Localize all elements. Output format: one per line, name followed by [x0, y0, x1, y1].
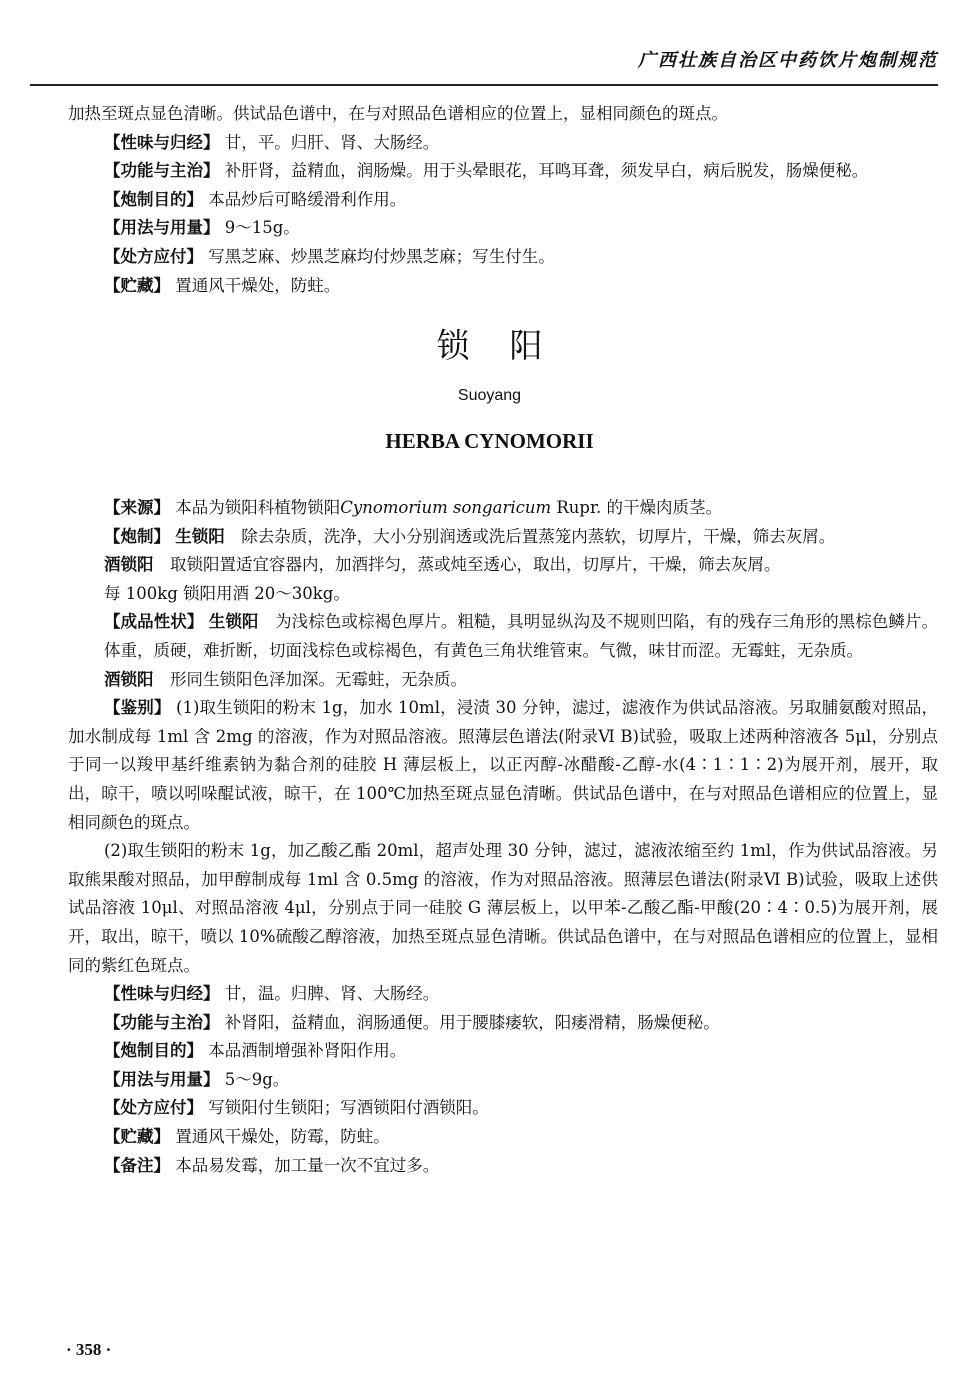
section-text: 补肾阳，益精血，润肠通便。用于腰膝痿软，阳痿滑精，肠燥便秘。 — [224, 1012, 720, 1032]
section-prescription — [68, 1094, 938, 1123]
section-storage — [68, 1123, 938, 1152]
continuation-text: 加热至斑点显色清晰。供试品色谱中，在与对照品色谱相应的位置上，显相同颜色的斑点。 — [68, 104, 728, 123]
section-identification-2 — [68, 837, 938, 980]
identification-text-2: (2)取生锁阳的粉末 1g，加乙酸乙酯 20ml，超声处理 30 分钟，滤过，滤液浓缩至约 1ml，作为供试品溶液。另取熊果酸对照品，加甲醇制成每 1ml 含 0.5mg 的溶液，作为对照品溶液。照薄层色谱法(附录Ⅵ B)试验，吸取上述供试品溶液 10μl、对照品溶液 4μl，分别点于同一硅胶 G 薄层板上，以甲苯-乙酸乙酯-甲酸(20∶4∶0.5)为展开剂，展开，取出，晾干，喷以 10%硫酸乙醇溶液，加热至斑点显色清晰。供试品色谱中，在与对照品色谱相应的位置上，显相同的紫红色斑点。 — [68, 841, 938, 975]
raw-name: 生锁阳 — [175, 526, 225, 546]
raw-text: 除去杂质，洗净，大小分别润透或洗后置蒸笼内蒸软，切厚片，干燥，筛去灰屑。 — [241, 526, 836, 546]
entry-title-pinyin: Suoyang — [457, 387, 522, 404]
section-text: 本品酒制增强补肾阳作用。 — [208, 1041, 407, 1061]
section-text: 甘，温。归脾、肾、大肠经。 — [224, 984, 440, 1004]
wine-text: 形同生锁阳色泽加深。无霉蛀，无杂质。 — [170, 669, 467, 689]
section-label: 【来源】 — [104, 498, 170, 517]
section-processing-wine — [68, 551, 938, 580]
section-remarks — [68, 1152, 938, 1181]
section-label: 【炮制目的】 — [104, 1041, 203, 1061]
section-identification-1 — [68, 694, 938, 837]
section-label: 【备注】 — [104, 1155, 170, 1175]
prev-section-taste — [68, 129, 938, 158]
section-label: 【处方应付】 — [104, 1098, 203, 1118]
section-purpose — [68, 1037, 938, 1066]
section-text: 置通风干燥处，防蛀。 — [175, 275, 341, 295]
section-label: 【炮制目的】 — [104, 189, 203, 209]
source-pre: 本品为锁阳科植物锁阳 — [175, 498, 341, 517]
section-text: 补肝肾，益精血，润肠燥。用于头晕眼花，耳鸣耳聋，须发早白，病后脱发，肠燥便秘。 — [224, 161, 869, 181]
entry-title-latin: HERBA CYNOMORII — [385, 429, 594, 453]
section-text: 本品炒后可略缓滑利作用。 — [208, 189, 407, 209]
section-label: 【性味与归经】 — [104, 132, 220, 152]
section-source — [68, 494, 938, 523]
prev-section-prescription — [68, 243, 938, 272]
section-label: 【用法与用量】 — [104, 1069, 220, 1089]
section-label: 【贮藏】 — [104, 275, 170, 295]
section-taste — [68, 980, 938, 1009]
section-properties-raw — [68, 608, 938, 665]
section-text: 9～15g。 — [224, 218, 300, 238]
wine-name: 酒锁阳 — [104, 669, 154, 689]
section-label: 【贮藏】 — [104, 1127, 170, 1147]
previous-entry — [68, 100, 938, 300]
wine-text: 取锁阳置适宜容器内，加酒拌匀，蒸或炖至透心，取出，切厚片，干燥，筛去灰屑。 — [170, 555, 781, 575]
prev-section-purpose — [68, 186, 938, 215]
section-function — [68, 1009, 938, 1038]
section-text: 甘，平。归肝、肾、大肠经。 — [224, 132, 440, 152]
entry-body — [68, 494, 938, 1180]
section-text: 写锁阳付生锁阳；写酒锁阳付酒锁阳。 — [208, 1098, 489, 1118]
page-number: · 358 · — [66, 1340, 112, 1359]
section-label: 【功能与主治】 — [104, 161, 220, 181]
section-label: 【用法与用量】 — [104, 218, 220, 238]
prev-section-dosage — [68, 214, 938, 243]
wine-name: 酒锁阳 — [104, 555, 154, 575]
species-name: Cynomorium songaricum — [340, 498, 552, 517]
section-label: 【功能与主治】 — [104, 1012, 220, 1032]
section-text: 写黑芝麻、炒黑芝麻均付炒黑芝麻；写生付生。 — [208, 246, 555, 266]
source-post: Rupr. 的干燥肉质茎。 — [556, 498, 723, 517]
prev-section-function — [68, 157, 938, 186]
identification-text-1: (1)取生锁阳的粉末 1g，加水 10ml，浸渍 30 分钟，滤过，滤液作为供试品溶液。另取脯氨酸对照品，加水制成每 1ml 含 2mg 的溶液，作为对照品溶液。照薄层色谱法(附录Ⅵ B)试验，吸取上述两种溶液各 5μl，分别点于同一以羧甲基纤维素钠为黏合剂的硅胶 H 薄层板上，以正丙醇-冰醋酸-乙醇-水(4∶1∶1∶2)为展开剂，展开，取出，晾干，喷以吲哚醌试液，晾干，在 100℃加热至斑点显色清晰。供试品色谱中，在与对照品色谱相应的位置上，显相同颜色的斑点。 — [68, 698, 939, 832]
header-rule — [30, 84, 938, 86]
section-label: 【成品性状】 — [104, 612, 204, 632]
running-header: 广西壮族自治区中药饮片炮制规范 — [638, 50, 938, 71]
section-properties-wine — [68, 666, 938, 695]
entry-title-chinese: 锁阳 — [436, 326, 583, 365]
processing-ratio: 每 100kg 锁阳用酒 20～30kg。 — [104, 583, 350, 603]
section-label: 【性味与归经】 — [104, 984, 220, 1004]
raw-name: 生锁阳 — [208, 612, 259, 632]
section-processing-raw — [68, 523, 938, 552]
section-dosage — [68, 1066, 938, 1095]
section-label: 【处方应付】 — [104, 246, 203, 266]
section-text: 置通风干燥处，防霉，防蛀。 — [175, 1127, 390, 1147]
section-label: 【炮制】 — [104, 526, 170, 546]
prev-section-storage — [68, 272, 938, 301]
section-text: 本品易发霉，加工量一次不宜过多。 — [175, 1155, 440, 1175]
raw-text: 为浅棕色或棕褐色厚片。粗糙，具明显纵沟及不规则凹陷，有的残存三角形的黑棕色鳞片。体重，质硬，难折断，切面浅棕色或棕褐色，有黄色三角状维管束。气微，味甘而涩。无霉蛀，无杂质。 — [104, 612, 939, 660]
section-label: 【鉴别】 — [104, 698, 171, 718]
section-text: 5～9g。 — [224, 1069, 290, 1089]
